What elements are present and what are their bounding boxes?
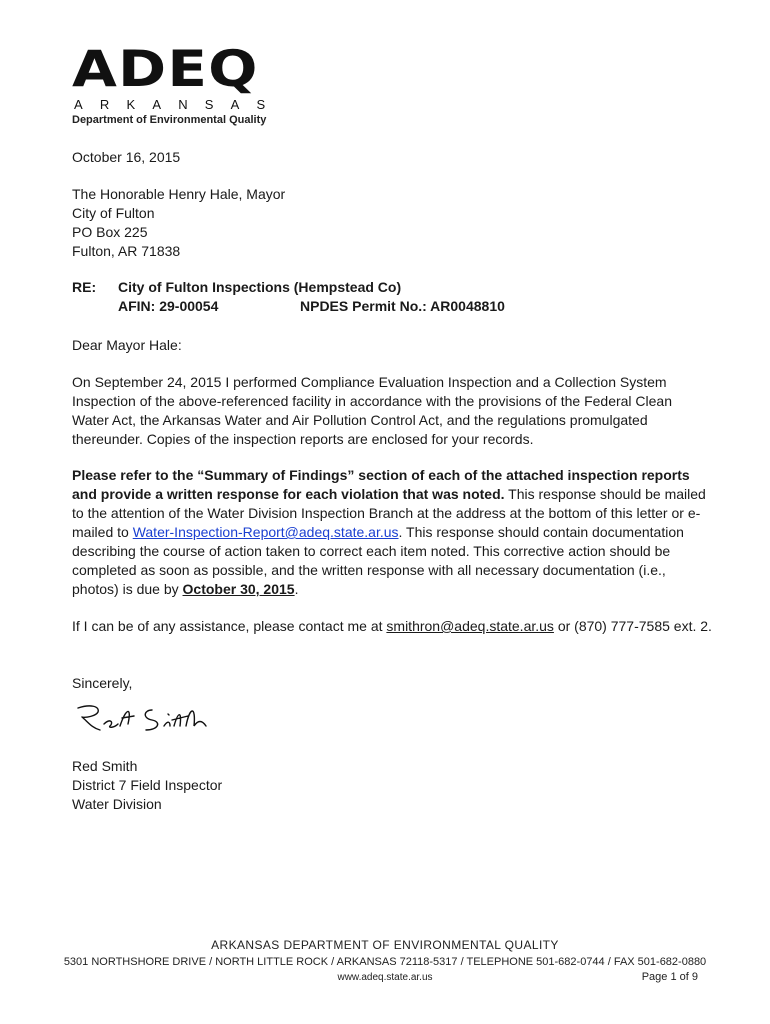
adeq-logo: [72, 40, 283, 126]
footer-address: 5301 NORTHSHORE DRIVE / NORTH LITTLE ROCK / ARKANSAS 72118-5317 / TELEPHONE 501-682-0744 / FAX 501-682-0880: [63, 956, 707, 968]
p3-text-1: If I can be of any assistance, please contact me at: [72, 618, 387, 634]
inspection-report-email-link[interactable]: Water-Inspection-Report@adeq.state.ar.us: [132, 524, 399, 540]
findings-instruction: Please refer to the “Summary of Findings” section of each of the attached inspection reports and provide a written response for each violation that was noted.: [72, 467, 690, 502]
letter-date: October 16, 2015: [72, 149, 181, 165]
recipient-line-4: Fulton, AR 71838: [72, 243, 181, 259]
re-npdes-permit: NPDES Permit No.: AR0048810: [300, 298, 505, 314]
body-paragraph-1: On September 24, 2015 I performed Compliance Evaluation Inspection and a Collection System Inspection of the above-referenced facility in accordance with the provisions of the Federal Clean Water Act, the Arkansas Water and Air Pollution Control Act, and the regulations promulgated thereunder. Copies of the inspection reports are enclosed for your records.: [72, 374, 673, 447]
p2-text-1: This response should be mailed to the attention of the Water Division Inspection Branch at the address at the bottom of this letter or e-mailed to: [72, 486, 706, 540]
closing: Sincerely,: [72, 675, 133, 691]
p3-text-2: or (870) 777-7585 ext. 2.: [553, 618, 712, 634]
recipient-line-2: City of Fulton: [72, 205, 155, 221]
p2-text-2: . This response should contain documentation describing the course of action taken to correct each item noted. This corrective action should be completed as soon as possible, and the written response with all necessary documentation (i.e., photos) is due by: [72, 524, 684, 597]
footer-website: www.adeq.state.ar.us: [337, 972, 433, 983]
body-paragraph-3: [72, 617, 712, 636]
re-subject: City of Fulton Inspections (Hempstead Co): [118, 279, 402, 295]
recipient-line-3: PO Box 225: [72, 224, 148, 240]
salutation: Dear Mayor Hale:: [72, 337, 182, 353]
logo-department: Department of Environmental Quality: [72, 114, 267, 126]
re-afin: AFIN: 29-00054: [118, 298, 219, 314]
footer-organization: ARKANSAS DEPARTMENT OF ENVIRONMENTAL QUALITY: [211, 938, 559, 952]
page-number: Page 1 of 9: [641, 971, 698, 983]
signer-division: Water Division: [72, 796, 162, 812]
inspector-email[interactable]: smithron@adeq.state.ar.us: [386, 618, 554, 634]
logo-state-name: ARKANSAS: [74, 97, 283, 112]
due-date: October 30, 2015: [182, 581, 295, 597]
signer-name: Red Smith: [72, 758, 138, 774]
signer-title: District 7 Field Inspector: [72, 777, 223, 793]
p2-end: .: [294, 581, 299, 597]
recipient-line-1: The Honorable Henry Hale, Mayor: [72, 186, 286, 202]
handwritten-signature: [70, 698, 220, 738]
re-label: RE:: [72, 279, 97, 295]
logo-wordmark: ADEQ: [72, 40, 259, 98]
body-paragraph-2: [72, 466, 712, 599]
